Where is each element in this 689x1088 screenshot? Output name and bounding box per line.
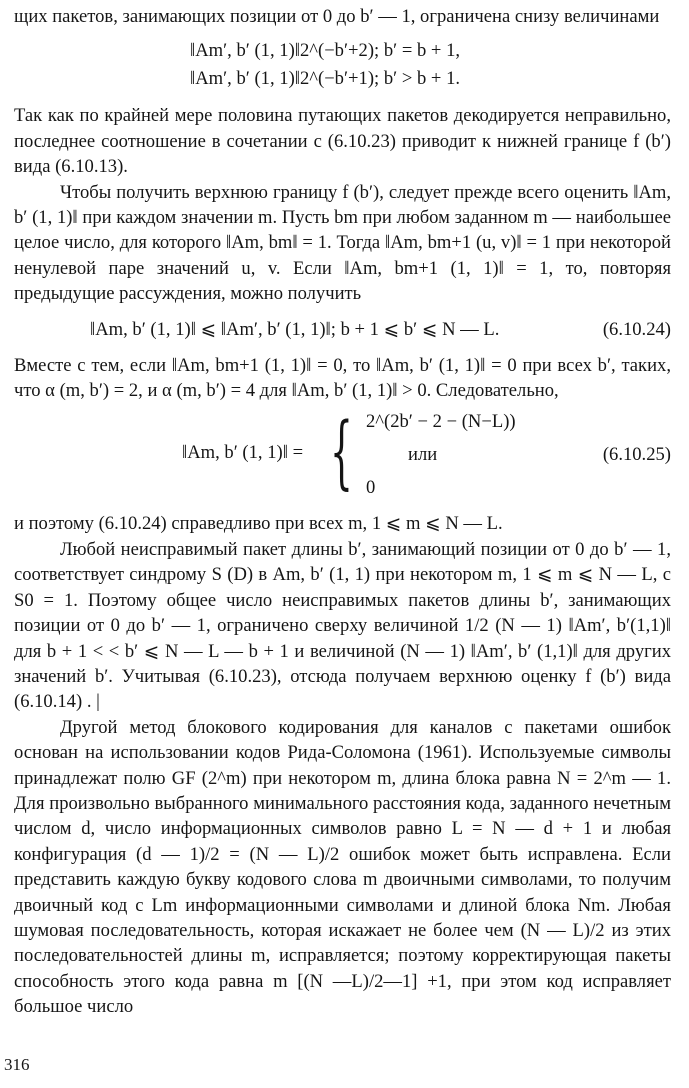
equation-number: (6.10.24) (602, 318, 671, 340)
paragraph-zero-case: Вместе с тем, если ‖Am, bm+1 (1, 1)‖ = 0, то ‖Am, b′ (1, 1)‖ = 0 при всех b′, таких, что α (m, b′) = 2, и α (m, b′) = 4 для ‖Am, b′ (1, 1)‖ > 0. Следовательно, (14, 354, 671, 402)
paragraph-upper-bound-intro: Чтобы получить верхнюю границу f (b′), следует прежде всего оценить ‖Am, b′ (1, 1)‖ при каждом значении m. Пусть bm при любом заданном m — наибольшее целое число, для которого ‖Am, bm‖ = 1. Тогда ‖Am, bm+1 (u, v)‖ = 1 при некоторой ненулевой паре значений u, v. Если ‖Am, bm+1 (1, 1)‖ = 1, то, повторяя предыдущие рассуждения, можно получить (14, 181, 671, 305)
equation-case-1: 2^(2b′ − 2 − (N−L)) (366, 411, 516, 433)
equation-case-3: 0 (366, 477, 376, 499)
equation-number: (6.10.25) (602, 444, 671, 466)
formula-lower-bound-2: ‖Am′, b′ (1, 1)‖2^(−b′+1); b′ > b + 1. (190, 68, 461, 90)
equation-lhs: ‖Am, b′ (1, 1)‖ = (182, 442, 304, 464)
paragraph-continuation: щих пакетов, занимающих позиции от 0 до b′ — 1, ограничена снизу величинами (14, 6, 660, 27)
equation-6-10-24 (90, 319, 671, 341)
paragraph-lower-bound: Так как по крайней мере половина путающих пакетов декодируется неправильно, последнее соотношение в сочетании с (6.10.23) приводит к нижней границе f (b′) вида (6.10.13). (14, 105, 671, 178)
paragraph-uncorrectable-bursts: Любой неисправимый пакет длины b′, занимающий позиции от 0 до b′ — 1, соответствует синдрому S (D) в Am, b′ (1, 1) при некотором m, 1 ⩽ m ⩽ N — L, с S0 = 1. Поэтому общее число неисправимых пакетов длины b′, занимающих позиции от 0 до b′ — 1, ограничено сверху величиной 1/2 (N — 1) ‖Am′, b′(1,1)‖ для b + 1 < < b′ ⩽ N — L — b + 1 и величиной (N — 1) ‖Am′, b′ (1,1)‖ для других значений b′. Учитывая (6.10.23), отсюда получаем верхнюю оценку f (b′) вида (6.10.14) . | (14, 538, 671, 713)
equation-case-2: или (408, 444, 438, 466)
equation-body: ‖Am, b′ (1, 1)‖ ⩽ ‖Am′, b′ (1, 1)‖; b + 1 ⩽ b′ ⩽ N — L. (90, 318, 500, 340)
paragraph-conclusion: и поэтому (6.10.24) справедливо при всех m, 1 ⩽ m ⩽ N — L. (14, 513, 503, 535)
left-brace-icon: { (330, 405, 353, 499)
paragraph-reed-solomon: Другой метод блокового кодирования для каналов с пакетами ошибок основан на использовании кодов Рида-Соломона (1961). Используемые символы принадлежат полю GF (2^m) при некотором m, длина блока равна N = 2^m — 1. Для произвольно выбранного минимального расстояния кода, заданного нечетным числом d, число информационных символов равно L = N — d + 1 и любая конфигурация (d — 1)/2 = (N — L)/2 ошибок может быть исправлена. Если представить каждую букву кодового слова m двоичными символами, то получим двоичный код с Lm информационными символами и длиной блока Nm. Любая шумовая последовательность, которая искажает не более чем (N — L)/2 из этих последовательностей длины m, исправляется; поэтому корректирующая пакеты способность этого кода равна m [(N —L)/2—1] +1, при этом код исправляет большое число (14, 716, 671, 1018)
page-number: 316 (4, 1055, 30, 1074)
equation-6-10-25 (14, 405, 671, 509)
formula-lower-bound-1: ‖Am′, b′ (1, 1)‖2^(−b′+2); b′ = b + 1, (190, 40, 461, 62)
